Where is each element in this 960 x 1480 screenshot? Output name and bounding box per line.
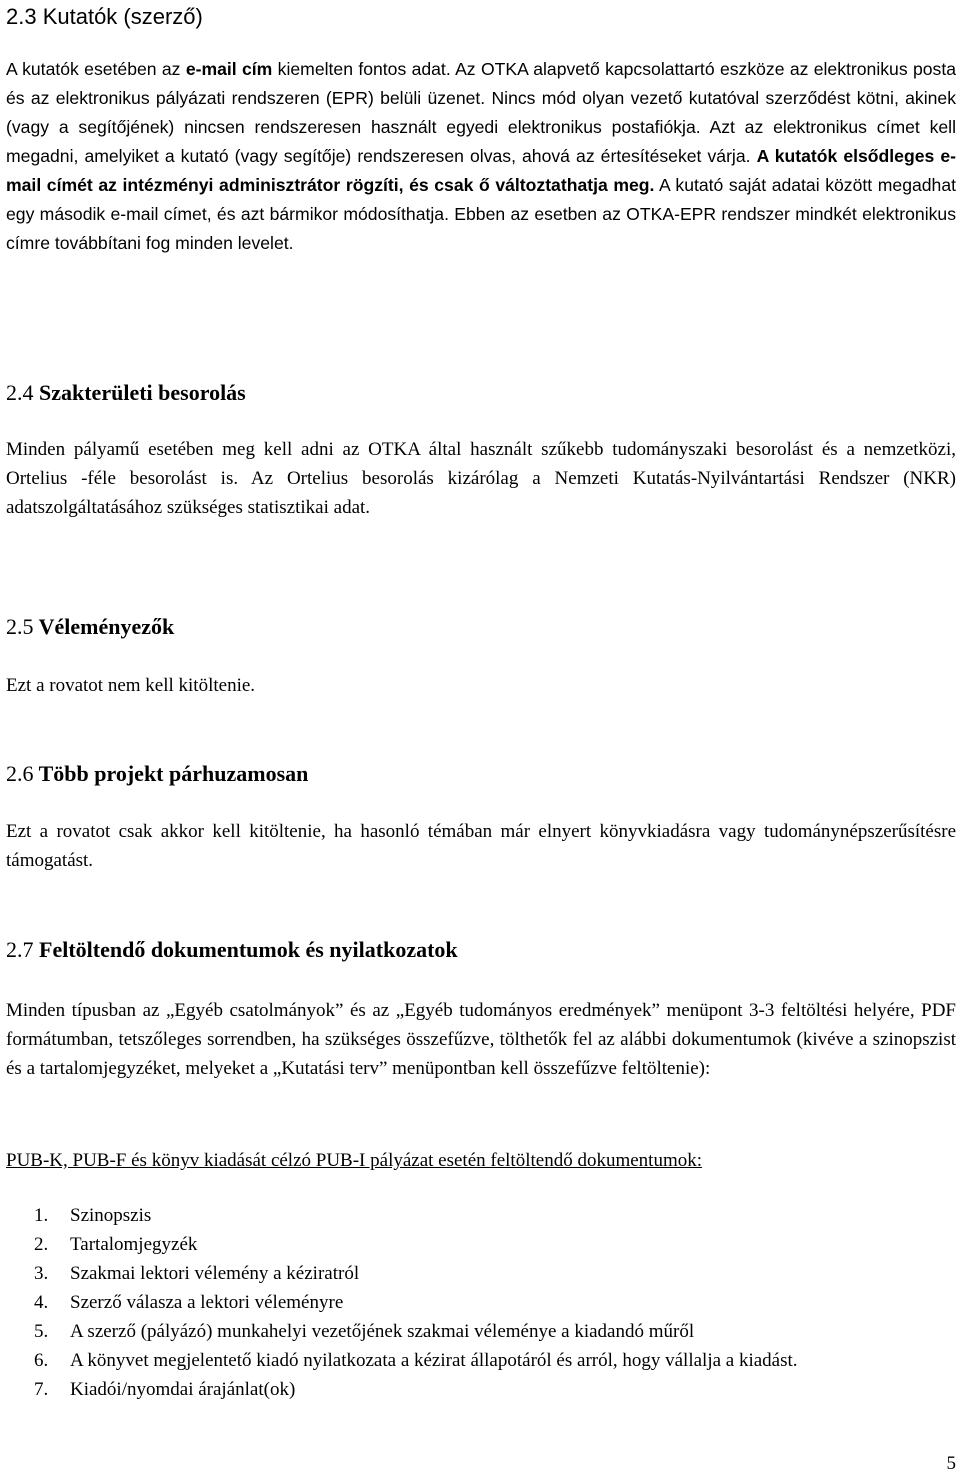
section-heading-parallel (6, 759, 308, 789)
section-number: 2.6 (6, 761, 34, 786)
authors-text-e: A kutató saját adatai között megadhat egy második e-mail címet, és azt bármikor módosíthatja. Ebben az esetben az OTKA-EPR rendszer mindkét elektronikus címre továbbítani fog minden levelet. (6, 175, 957, 253)
list-text: Szerző válasza a lektori véleményre (70, 1292, 344, 1313)
list-text: Szinopszis (70, 1205, 152, 1226)
authors-paragraph (6, 55, 956, 258)
admin-rule-emphasis: A kutatók elsődleges e-mail címét az intézményi adminisztrátor rögzíti, és csak ő változtathatja meg. (6, 146, 956, 195)
list-number: 3. (34, 1263, 49, 1284)
section-heading-field (6, 378, 246, 408)
list-text: A szerző (pályázó) munkahelyi vezetőjének szakmai véleménye a kiadandó műről (70, 1321, 695, 1342)
section-title: Véleményezők (33, 614, 175, 639)
section-number: 2.4 (6, 380, 34, 405)
list-text: Tartalomjegyzék (70, 1234, 198, 1255)
section-title: Több projekt párhuzamosan (33, 761, 309, 786)
list-text: A könyvet megjelentető kiadó nyilatkozata a kézirat állapotáról és arról, hogy vállalja a kiadást. (70, 1350, 798, 1371)
documents-list (6, 1201, 956, 1404)
page-number: 5 (946, 1453, 956, 1474)
section-number: 2.7 (6, 937, 34, 962)
list-item (6, 1346, 956, 1375)
section-title: Feltöltendő dokumentumok és nyilatkozatok (33, 937, 458, 962)
list-item (6, 1230, 956, 1259)
documents-paragraph: Minden típusban az „Egyéb csatolmányok” és az „Egyéb tudományos eredmények” menüpont 3-3 feltöltési helyére, PDF formátumban, tetszőleges sorrendben, ha szükséges összefűzve, tölthetők fel az alábbi dokumentumok (kivéve a szinopszist és a tartalomjegyzéket, melyeket a „Kutatási terv” menüpontban kell összefűzve feltöltenie): (6, 1000, 956, 1079)
list-number: 7. (34, 1379, 49, 1400)
section-heading-reviewers (6, 612, 174, 642)
section-heading-documents (6, 935, 458, 965)
list-number: 2. (34, 1234, 49, 1255)
section-number: 2.5 (6, 614, 34, 639)
list-item (6, 1288, 956, 1317)
section-title: Szakterületi besorolás (33, 380, 246, 405)
list-number: 6. (34, 1350, 49, 1371)
authors-text-c: kiemelten fontos adat. Az OTKA alapvető kapcsolattartó eszköze az elektronikus posta és az elektronikus pályázati rendszeren (EPR) belüli üzenet. Nincs mód olyan vezető kutatóval szerződést kötni, akinek (vagy a segítőjének) nincsen rendszeresen használt egyedi elektronikus postafiókja. Azt az elektronikus címet kell megadni, amelyiket a kutató (vagy segítője) rendszeresen olvas, ahová az értesítéseket várja. (6, 59, 956, 166)
list-text: Szakmai lektori vélemény a kéziratról (70, 1263, 360, 1284)
authors-text-a: A kutatók esetében az (6, 59, 186, 79)
field-paragraph: Minden pályamű esetében meg kell adni az OTKA által használt szűkebb tudományszaki besorolást és a nemzetközi, Ortelius -féle besorolást is. Az Ortelius besorolás kizárólag a Nemzeti Kutatás-Nyilvántartási Rendszer (NKR) adatszolgáltatásához szükséges statisztikai adat. (6, 439, 956, 518)
list-number: 5. (34, 1321, 49, 1342)
reviewers-paragraph: Ezt a rovatot nem kell kitöltenie. (6, 675, 256, 696)
list-item (6, 1201, 956, 1230)
list-number: 1. (34, 1205, 49, 1226)
list-item (6, 1259, 956, 1288)
parallel-paragraph: Ezt a rovatot csak akkor kell kitöltenie, ha hasonló témában már elnyert könyvkiadásra vagy tudománynépszerűsítésre támogatást. (6, 821, 956, 871)
list-item (6, 1317, 956, 1346)
email-emphasis: e-mail cím (185, 59, 273, 79)
list-number: 4. (34, 1292, 49, 1313)
list-text: Kiadói/nyomdai árajánlat(ok) (70, 1379, 296, 1400)
documents-list-heading: PUB-K, PUB-F és könyv kiadását célzó PUB-I pályázat esetén feltöltendő dokumentumok: (6, 1150, 703, 1171)
list-item (6, 1375, 956, 1404)
section-heading-authors: 2.3 Kutatók (szerző) (6, 4, 203, 29)
